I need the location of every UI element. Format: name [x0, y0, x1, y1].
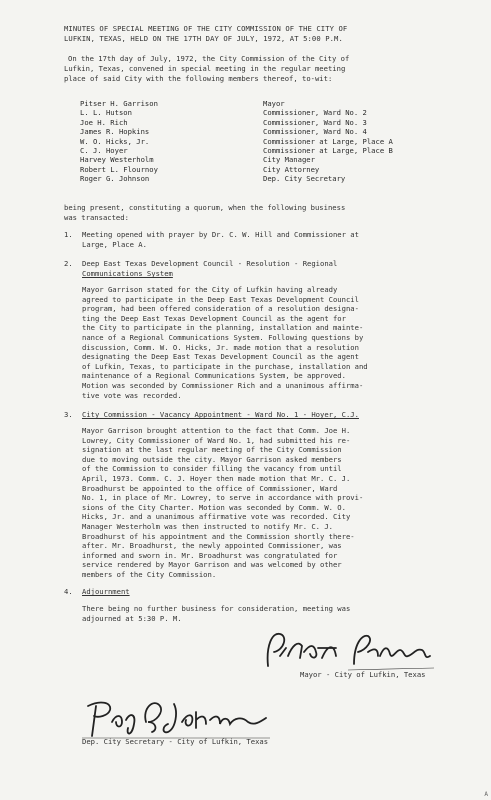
body-line: Mayor Garrison brought attention to the fact that Comm. Joe H. — [82, 426, 351, 435]
roster-row — [80, 99, 420, 108]
intro-line-3: place of said City with the following members thereof, to-wit: — [64, 75, 333, 83]
roster-title: Commissioner at Large, Place B — [263, 145, 393, 155]
roster-name: Joe H. Rich — [80, 117, 128, 127]
item-2-heading-line-1: Deep East Texas Development Council - Resolution - Regional — [82, 260, 338, 268]
roster-row — [80, 137, 420, 146]
intro-line-1: On the 17th day of July, 1972, the City Commission of the City of — [68, 55, 350, 63]
roster-name: L. L. Hutson — [80, 108, 132, 118]
roster-row — [80, 155, 420, 164]
roster-row — [80, 118, 420, 127]
secretary-signature-caption: Dep. City Secretary - City of Lufkin, Texas — [82, 738, 269, 746]
item-3-number: 3. — [64, 411, 73, 419]
body-line: nance of a Regional Communications System. Following questions by — [82, 332, 364, 342]
item-1-line-1: Meeting opened with prayer by Dr. C. W. Hill and Commissioner at — [82, 231, 359, 239]
body-line: Broadhurst of his appointment and the Commission shortly there- — [82, 531, 355, 541]
body-line: sions of the City Charter. Motion was seconded by Comm. W. O. — [82, 502, 346, 512]
body-line: Broadhurst be appointed to the office of Commissioner, Ward — [82, 483, 338, 493]
body-line: agreed to participate in the Deep East Texas Development Council — [82, 294, 359, 304]
roster-title: Commissioner, Ward No. 4 — [263, 127, 367, 137]
mayor-signature — [258, 626, 438, 676]
item-4-number: 4. — [64, 588, 73, 596]
roster-title: Commissioner, Ward No. 3 — [263, 117, 367, 127]
roster-title: Commissioner, Ward No. 2 — [263, 108, 367, 118]
body-line: tive vote was recorded. — [82, 390, 182, 400]
item-3-heading: City Commission - Vacancy Appointment - Ward No. 1 - Hoyer, C.J. — [82, 411, 359, 419]
quorum-line-2: was transacted: — [64, 214, 129, 222]
body-line: No. 1, in place of Mr. Lowrey, to serve in accordance with provi- — [82, 493, 364, 503]
body-line: after. Mr. Broadhurst, the newly appointed Commissioner, was — [82, 541, 342, 551]
roster-title: City Manager — [263, 155, 315, 165]
body-line: of the Commission to consider filling the vacancy from until — [82, 464, 342, 474]
secretary-signature — [82, 692, 272, 742]
body-line: discussion, Comm. W. O. Hicks, Jr. made motion that a resolution — [82, 342, 359, 352]
item-1-line-2: Large, Place A. — [82, 241, 147, 249]
body-line: Mayor Garrison stated for the City of Lufkin having already — [82, 285, 338, 294]
roster-title: City Attorney — [263, 164, 320, 174]
item-3-body — [82, 426, 427, 580]
body-line: of Lufkin, Texas, to participate in the purchase, installation and — [82, 361, 368, 371]
roster-name: C. J. Hoyer — [80, 145, 128, 155]
roster-name: W. O. Hicks, Jr. — [80, 136, 150, 146]
body-line: due to moving outside the city. Mayor Garrison asked members — [82, 454, 342, 464]
body-line: program, had been offered consideration of a resolution designa- — [82, 304, 359, 314]
roster-name: Roger G. Johnson — [80, 174, 150, 184]
body-line: signation at the last regular meeting of the City Commission — [82, 445, 342, 455]
roster-name: Pitser H. Garrison — [80, 99, 158, 108]
item-4-heading: Adjournment — [82, 588, 130, 596]
body-line: members of the City Commission. — [82, 569, 217, 579]
item-2-body — [82, 285, 427, 400]
body-line: Hicks, Jr. and a unanimous affirmative vote was recorded. City — [82, 512, 351, 522]
item-2-heading-line-2: Communications System — [82, 270, 173, 278]
roster-row — [80, 108, 420, 117]
quorum-line-1: being present, constituting a quorum, when the following business — [64, 204, 346, 212]
body-line: maintenance of a Regional Communications System, be approved. — [82, 371, 346, 381]
roster-name: Harvey Westerholm — [80, 155, 154, 165]
page-corner-mark: A — [484, 791, 488, 798]
roster-title: Dep. City Secretary — [263, 174, 346, 184]
roster-row — [80, 146, 420, 155]
attendance-roster — [80, 99, 420, 184]
intro-line-2: Lufkin, Texas, convened in special meeting in the regular meeting — [64, 65, 346, 73]
roster-title: Commissioner at Large, Place A — [263, 136, 393, 146]
body-line: Lowrey, City Commissioner of Ward No. 1, had submitted his re- — [82, 435, 351, 445]
body-line: ting the Deep East Texas Development Council as the agent for — [82, 313, 346, 323]
roster-row — [80, 165, 420, 174]
body-line: informed and sworn in. Mr. Broadhurst was congratulated for — [82, 550, 338, 560]
item-4-line-2: adjourned at 5:30 P. M. — [82, 615, 182, 623]
body-line: Motion was seconded by Commissioner Rich and a unanimous affirma- — [82, 380, 364, 390]
item-2-number: 2. — [64, 260, 73, 268]
roster-name: Robert L. Flournoy — [80, 164, 158, 174]
mayor-signature-caption: Mayor - City of Lufkin, Texas — [300, 671, 426, 679]
body-line: Manager Westerholm was then instructed to notify Mr. C. J. — [82, 521, 333, 531]
body-line: designating the Deep East Texas Development Council as the agent — [82, 352, 359, 362]
minutes-title-line-2: LUFKIN, TEXAS, HELD ON THE 17TH DAY OF JULY, 1972, AT 5:00 P.M. — [64, 35, 343, 43]
body-line: the City to participate in the planning, installation and mainte- — [82, 323, 364, 333]
minutes-title-line-1: MINUTES OF SPECIAL MEETING OF THE CITY COMMISSION OF THE CITY OF — [64, 25, 348, 33]
roster-row — [80, 127, 420, 136]
roster-row — [80, 174, 420, 183]
item-1-number: 1. — [64, 231, 73, 239]
roster-name: James R. Hopkins — [80, 127, 150, 137]
body-line: April, 1973. Comm. C. J. Hoyer then made motion that Mr. C. J. — [82, 473, 351, 483]
body-line: service rendered by Mayor Garrison and was welcomed by other — [82, 560, 342, 570]
roster-title: Mayor — [263, 99, 285, 108]
item-4-line-1: There being no further business for consideration, meeting was — [82, 605, 351, 613]
